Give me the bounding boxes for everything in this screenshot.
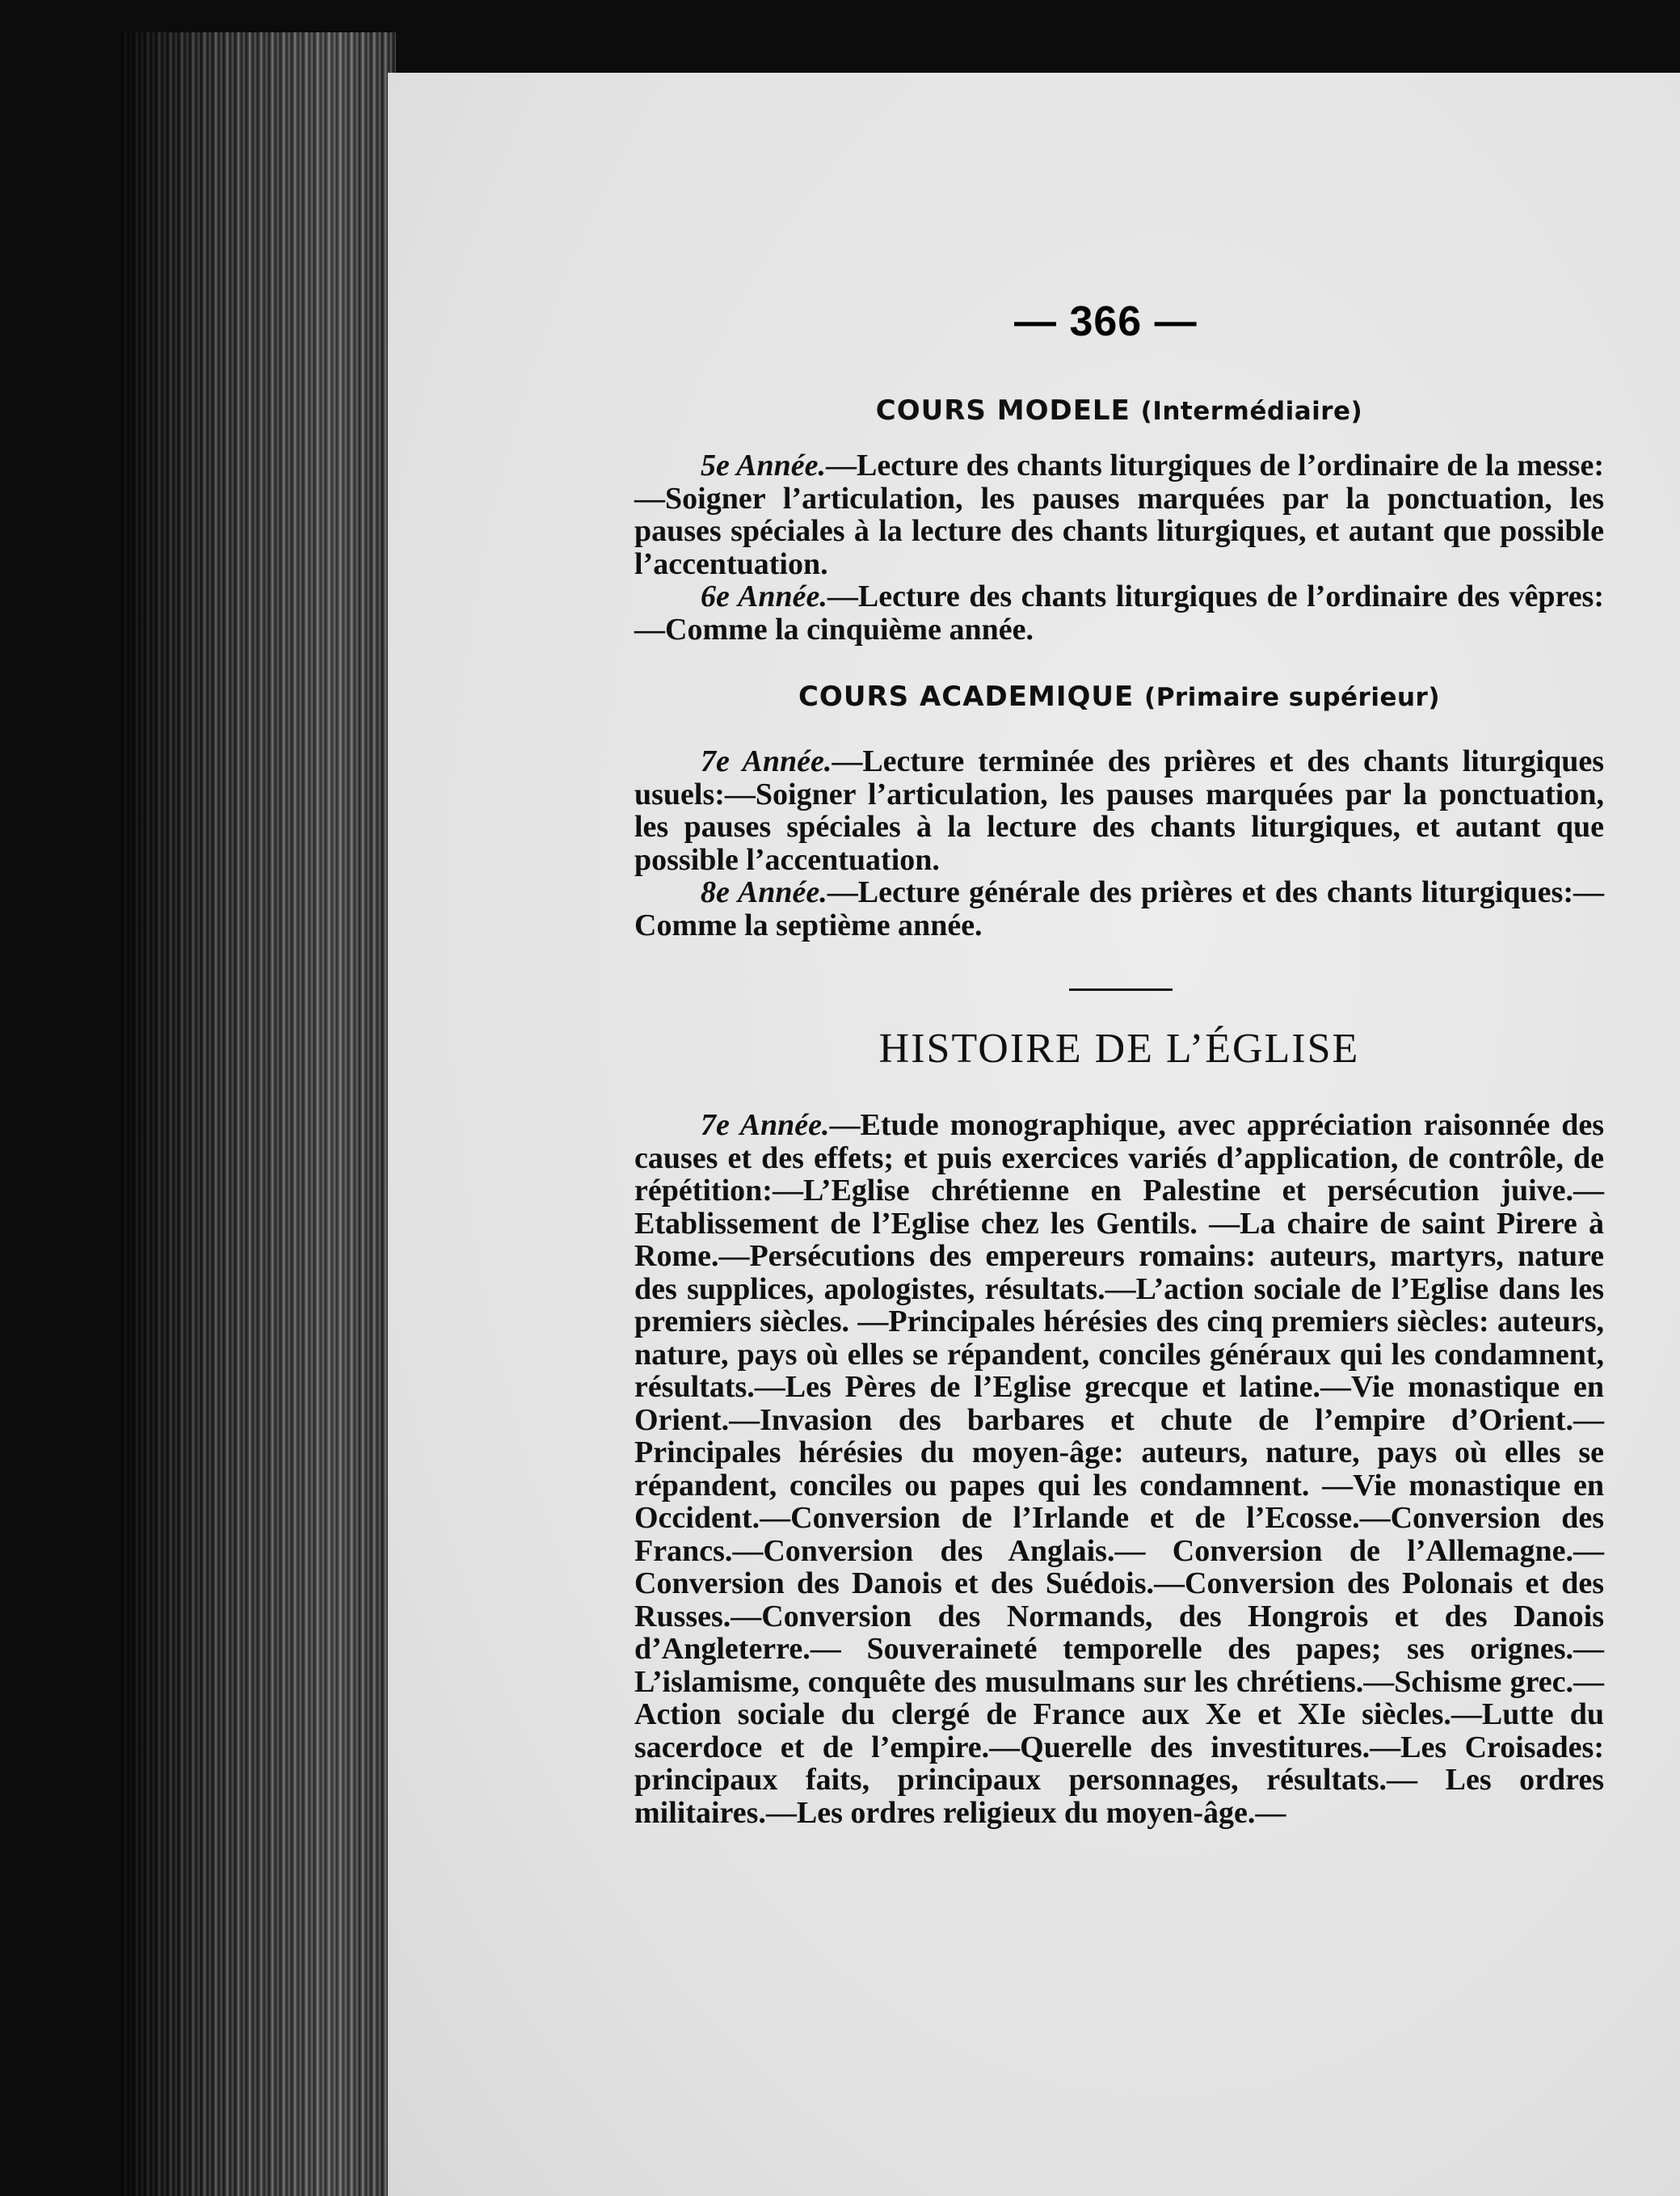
paragraph-8e-annee [634, 876, 1604, 942]
paragraph-text: —Lecture terminée des prières et des chants liturgiques usuels:—Soigner l’articulation, les pauses marquées par la ponctuation, les pauses spéciales à la lecture des chants liturgiques, et autant que possible l’accentuation. [634, 744, 1604, 877]
year-label: 6e Année. [701, 580, 827, 613]
paragraph-7e-annee [634, 745, 1604, 876]
paragraph-text: —Lecture générale des prières et des chants liturgiques:—Comme la septième année. [634, 875, 1604, 942]
paragraph-text: —Lecture des chants liturgiques de l’ordinaire des vêpres:—Comme la cinquième année. [634, 580, 1604, 647]
year-label: 7e Année. [701, 744, 832, 778]
section-subtitle: (Intermédiaire) [1140, 397, 1363, 426]
paragraph-text: —Etude monographique, avec appréciation raisonnée des causes et des effets; et puis exercices variés d’application, de contrôle, de répétition:—L’Eglise chrétienne en Palestine et persécution juive.—Etablissement de l’Eglise chez les Gentils. —La chaire de saint Pirere à Rome.—Persécutions des empereurs romains: auteurs, martyrs, nature des supplices, apologistes, résultats.—L’action sociale de l’Eglise dans les premiers siècles. —Principales hérésies des cinq premiers siècles: auteurs, nature, pays où elles se répandent, conciles généraux qui les condamnent, résultats.—Les Pères de l’Eglise grecque et latine.—Vie monastique en Orient.—Invasion des barbares et chute de l’empire d’Orient.—Principales hérésies du moyen-âge: auteurs, nature, pays où elles se répandent, conciles ou papes qui les condamnent. —Vie monastique en Occident.—Conversion de l’Irlande et de l’Ecosse.—Conversion des Francs.—Conversion des Anglais.— Conversion de l’Allemagne.—Conversion des Danois et des Suédois.—Conversion des Polonais et des Russes.—Conversion des Normands, des Hongrois et des Danois d’Angleterre.— Souveraineté temporelle des papes; ses orignes.—L’islamisme, conquête des musulmans sur les chrétiens.—Schisme grec.— Action sociale du clergé de France aux Xe et XIe siècles.—Lutte du sacerdoce et de l’empire.—Querelle des investitures.—Les Croisades: principaux faits, principaux personnages, résultats.— Les ordres militaires.—Les ordres religieux du moyen-âge.— [634, 1108, 1604, 1830]
section-divider [1069, 988, 1173, 991]
year-label: 8e Année. [701, 875, 827, 909]
paragraph-5e-annee [634, 449, 1604, 580]
section-heading-cours-modele [634, 394, 1604, 427]
paragraph-text: —Lecture des chants liturgiques de l’ordinaire de la messe:—Soigner l’articulation, les pauses marquées par la ponctuation, les pauses spéciales à la lecture des chants liturgiques, et autant que possible l’accentuation. [634, 449, 1604, 581]
section-heading-cours-academique [634, 681, 1604, 713]
book-page-edges [121, 32, 396, 2196]
year-label: 5e Année. [701, 449, 827, 483]
page-number: — 366 — [1014, 298, 1198, 345]
histoire-title: HISTOIRE DE L’ÉGLISE [878, 1026, 1360, 1072]
section-subtitle: (Primaire supérieur) [1144, 683, 1441, 712]
paragraph-6e-annee [634, 580, 1604, 646]
paragraph-histoire-7e-annee [634, 1109, 1604, 1829]
section-title: COURS ACADEMIQUE [798, 681, 1135, 713]
year-label: 7e Année. [701, 1108, 830, 1142]
section-title: COURS MODELE [875, 394, 1131, 427]
